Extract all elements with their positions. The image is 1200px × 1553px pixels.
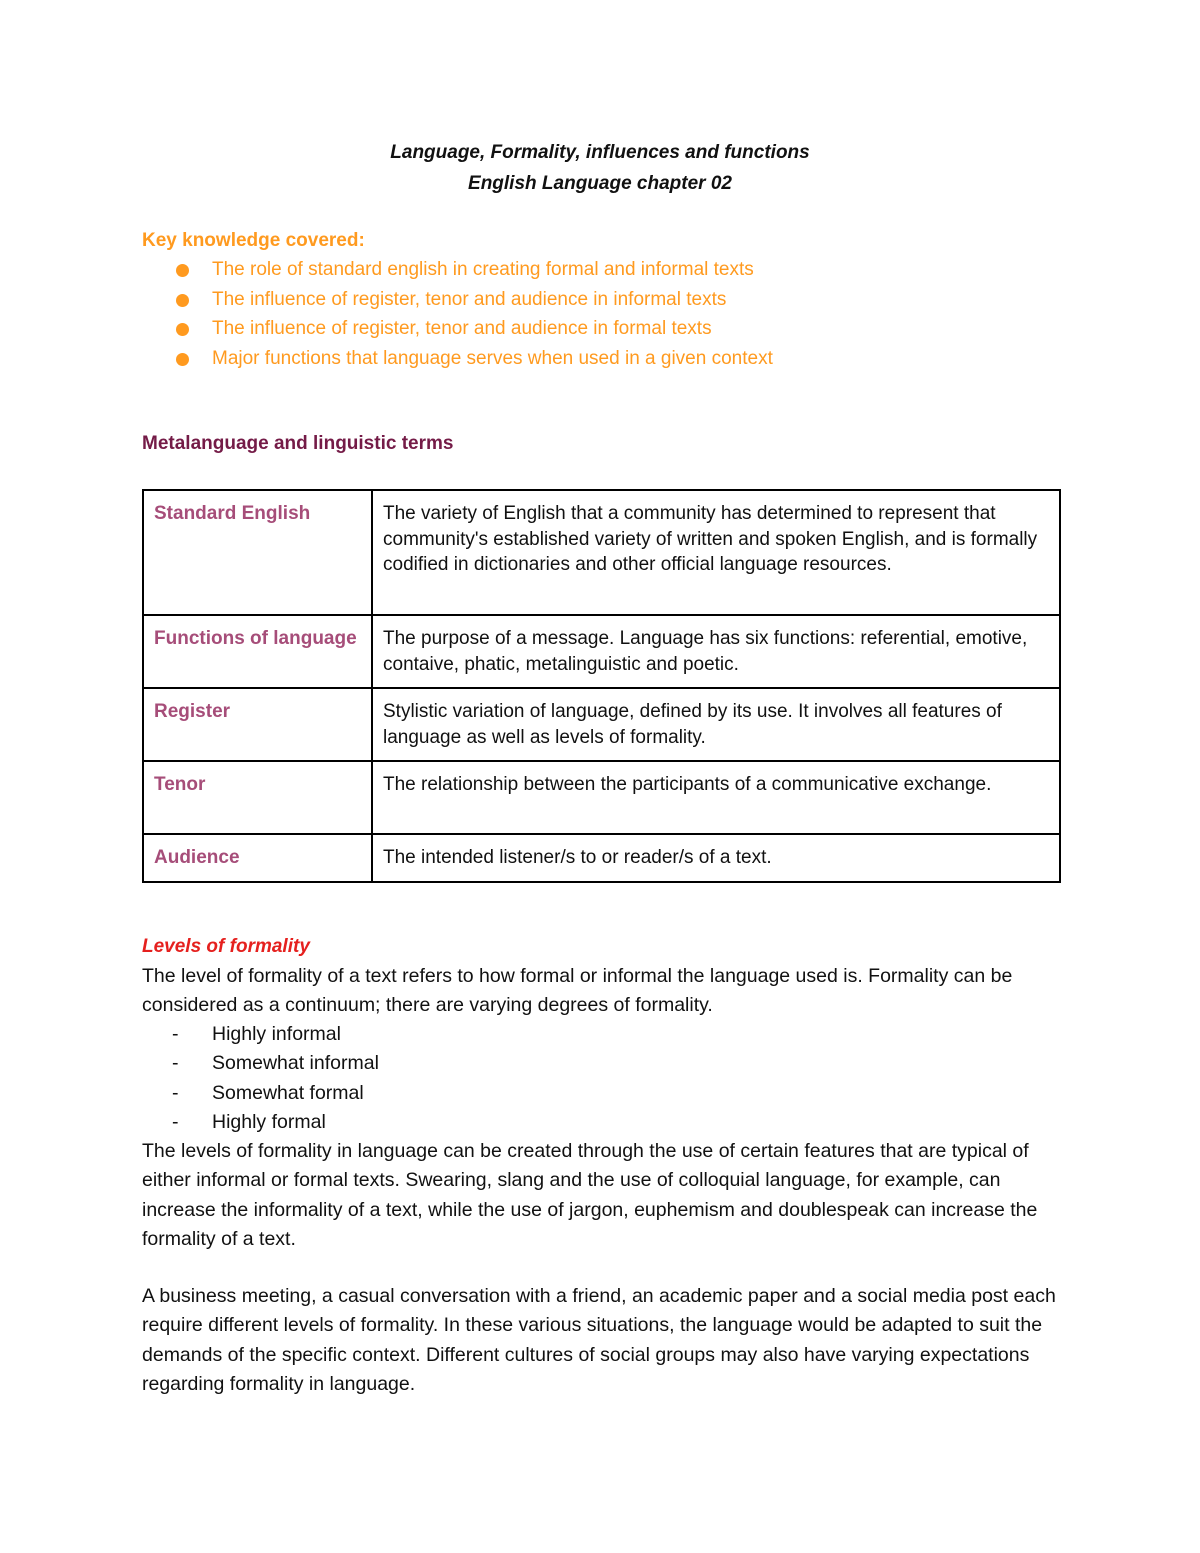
levels-intro-paragraph: The level of formality of a text refers to how formal or informal the language used is. Formality can be considered as a continuum; there are varying degrees of formality.: [142, 965, 1013, 1017]
list-item: [142, 1049, 379, 1078]
formality-features-paragraph: The levels of formality in language can be created through the use of certain features that are typical of either informal or formal texts. Swearing, slang and the use of colloquial language, for example, can increase the informality of a text, while the use of jargon, euphemism and doublespeak can increase the formality of a text.: [142, 1140, 1038, 1251]
dash-marker: -: [172, 1110, 179, 1133]
term-cell: Standard English: [143, 490, 372, 615]
definition-cell: The purpose of a message. Language has six functions: referential, emotive, contaive, phatic, metalinguistic and poetic.: [372, 615, 1060, 688]
term-cell: Functions of language: [143, 615, 372, 688]
table-row: [143, 834, 1060, 882]
table-row: [143, 688, 1060, 761]
key-knowledge-heading: Key knowledge covered:: [142, 230, 365, 251]
table-row: [143, 615, 1060, 688]
document-subtitle: English Language chapter 02: [468, 173, 732, 194]
bullet-icon: [176, 294, 189, 307]
list-item: [172, 257, 773, 287]
table-row: [143, 490, 1060, 615]
list-item-text: Highly formal: [212, 1110, 326, 1133]
list-item-text: The role of standard english in creating formal and informal texts: [212, 259, 754, 280]
bullet-icon: [176, 353, 189, 366]
definition-cell: The intended listener/s to or reader/s of a text.: [372, 834, 1060, 882]
table-row: [143, 761, 1060, 834]
list-item: [172, 287, 773, 317]
dash-marker: -: [172, 1081, 179, 1104]
list-item-text: Somewhat formal: [212, 1081, 364, 1104]
metalanguage-heading: Metalanguage and linguistic terms: [142, 433, 454, 454]
list-item: [142, 1079, 379, 1108]
definition-cell: The variety of English that a community has determined to represent that community's established variety of written and spoken English, and is formally codified in dictionaries and other official language resources.: [372, 490, 1060, 615]
document-title: Language, Formality, influences and functions: [390, 142, 810, 163]
list-item: [142, 1108, 379, 1137]
bullet-icon: [176, 264, 189, 277]
list-item-text: Somewhat informal: [212, 1052, 379, 1075]
list-item: [142, 1020, 379, 1049]
list-item-text: Major functions that language serves when used in a given context: [212, 347, 773, 369]
dash-marker: -: [172, 1052, 179, 1075]
key-knowledge-list: [172, 257, 773, 375]
definition-cell: Stylistic variation of language, defined by its use. It involves all features of language as well as levels of formality.: [372, 688, 1060, 761]
list-item-text: The influence of register, tenor and audience in formal texts: [212, 318, 712, 339]
term-cell: Register: [143, 688, 372, 761]
levels-of-formality-heading: Levels of formality: [142, 936, 310, 957]
list-item-text: Highly informal: [212, 1023, 341, 1045]
term-cell: Audience: [143, 834, 372, 882]
term-cell: Tenor: [143, 761, 372, 834]
list-item-text: The influence of register, tenor and audience in informal texts: [212, 288, 727, 310]
dash-marker: -: [172, 1023, 179, 1045]
terms-table: [142, 489, 1061, 883]
formality-context-paragraph: A business meeting, a casual conversation with a friend, an academic paper and a social media post each require different levels of formality. In these various situations, the language would be adapted to suit the demands of the specific context. Different cultures of social groups may also have varying expectations regarding formality in language.: [142, 1285, 1056, 1396]
formality-levels-list: [142, 1020, 379, 1137]
bullet-icon: [176, 323, 189, 336]
definition-cell: The relationship between the participants of a communicative exchange.: [372, 761, 1060, 834]
list-item: [172, 346, 773, 376]
list-item: [172, 316, 773, 346]
